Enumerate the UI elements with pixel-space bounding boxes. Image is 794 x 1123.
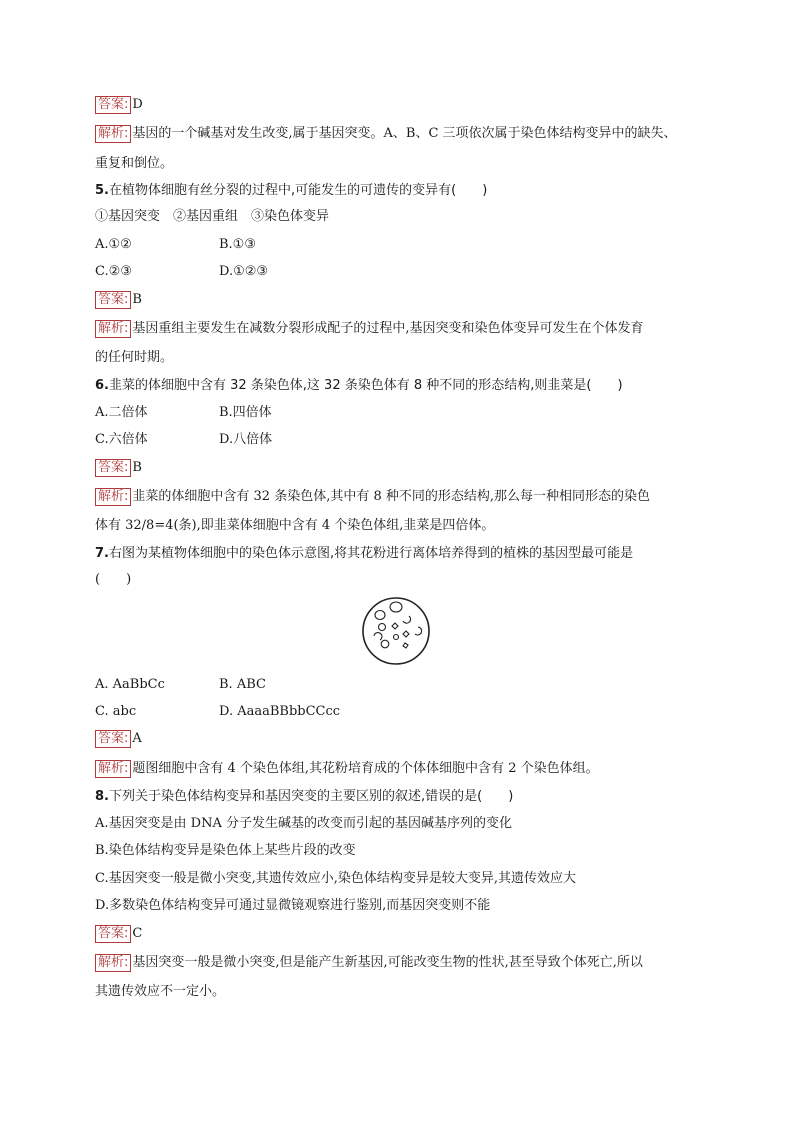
option-right: B.四倍体: [219, 405, 272, 420]
explanation-text: 基因的一个碱基对发生改变,属于基因突变。A、B、C 三项依次属于染色体结构变异中的缺失、: [132, 126, 677, 141]
option-left: C.六倍体: [95, 432, 148, 447]
explanation-line: [95, 954, 643, 972]
answer-text: A: [132, 731, 142, 746]
explanation-text: 体有 32/8=4(条),即韭菜体细胞中含有 4 个染色体组,韭菜是四倍体。: [95, 518, 495, 533]
option-left: C.②③: [95, 264, 132, 279]
answer-label: 答案:: [95, 96, 131, 114]
option-left: A. AaBbCc: [95, 677, 165, 692]
text-line: ①基因突变 ②基因重组 ③染色体变异: [95, 209, 330, 224]
option-left: C. abc: [95, 704, 137, 719]
option-right: D.①②③: [219, 264, 269, 279]
answer-text: B: [132, 292, 142, 307]
answer-line: [95, 730, 142, 748]
explanation-text: 题图细胞中含有 4 个染色体组,其花粉培育成的个体体细胞中含有 2 个染色体组。: [132, 761, 599, 776]
explanation-line: [95, 349, 173, 367]
explanation-line: [95, 488, 650, 506]
explanation-text: 基因突变一般是微小突变,但是能产生新基因,可能改变生物的性状,甚至导致个体死亡,所以: [132, 955, 643, 970]
question-number: 6.: [95, 378, 109, 393]
explanation-label: 解析:: [95, 488, 131, 506]
explanation-text: 其遗传效应不一定小。: [95, 984, 226, 999]
question-text: 下列关于染色体结构变异和基因突变的主要区别的叙述,错误的是( ): [108, 789, 514, 804]
answer-line: [95, 925, 142, 943]
answer-label: 答案:: [95, 291, 131, 309]
answer-text: B: [132, 460, 142, 475]
question-number: 7.: [95, 546, 109, 561]
explanation-line: [95, 320, 644, 338]
question-line: [95, 545, 633, 563]
answer-label: 答案:: [95, 730, 131, 748]
explanation-text: 韭菜的体细胞中含有 32 条染色体,其中有 8 种不同的形态结构,那么每一种相同形态的染色: [132, 489, 650, 504]
explanation-line: [95, 125, 677, 143]
option-right: B. ABC: [219, 677, 266, 692]
answer-line: [95, 96, 143, 114]
explanation-text: 重复和倒位。: [95, 156, 174, 171]
answer-line: [95, 291, 142, 309]
explanation-text: 的任何时期。: [95, 350, 174, 365]
question-number: 8.: [95, 789, 109, 804]
text-line: ( ): [95, 572, 132, 587]
explanation-line: [95, 155, 173, 173]
text-line: C.基因突变一般是微小突变,其遗传效应小,染色体结构变异是较大变异,其遗传效应大: [95, 871, 577, 886]
option-right: D.八倍体: [219, 432, 273, 447]
question-text: 韭菜的体细胞中含有 32 条染色体,这 32 条染色体有 8 种不同的形态结构,则韭菜是( ): [108, 378, 623, 393]
text-line: D.多数染色体结构变异可通过显微镜观察进行鉴别,而基因突变则不能: [95, 898, 491, 913]
explanation-label: 解析:: [95, 320, 131, 338]
explanation-label: 解析:: [95, 760, 131, 778]
question-line: [95, 377, 623, 395]
text-line: B.染色体结构变异是染色体上某些片段的改变: [95, 843, 356, 858]
answer-label: 答案:: [95, 459, 131, 477]
explanation-text: 基因重组主要发生在减数分裂形成配子的过程中,基因突变和染色体变异可发生在个体发育: [132, 321, 644, 336]
explanation-label: 解析:: [95, 125, 131, 143]
chromosome-cell-figure: [361, 596, 431, 666]
question-text: 右图为某植物体细胞中的染色体示意图,将其花粉进行离体培养得到的植株的基因型最可能是: [108, 546, 634, 561]
answer-line: [95, 459, 142, 477]
answer-text: C: [132, 926, 143, 941]
explanation-line: [95, 983, 225, 1001]
question-line: [95, 182, 487, 200]
explanation-label: 解析:: [95, 954, 131, 972]
answer-label: 答案:: [95, 925, 131, 943]
option-left: A.①②: [95, 237, 132, 252]
question-line: [95, 788, 513, 806]
question-number: 5.: [95, 183, 109, 198]
option-right: B.①③: [219, 237, 256, 252]
option-left: A.二倍体: [95, 405, 148, 420]
text-line: A.基因突变是由 DNA 分子发生碱基的改变而引起的基因碱基序列的变化: [95, 816, 512, 831]
question-text: 在植物体细胞有丝分裂的过程中,可能发生的可遗传的变异有( ): [108, 183, 488, 198]
explanation-line: [95, 760, 599, 778]
answer-text: D: [132, 97, 143, 112]
explanation-line: [95, 517, 494, 535]
option-right: D. AaaaBBbbCCcc: [219, 704, 341, 719]
